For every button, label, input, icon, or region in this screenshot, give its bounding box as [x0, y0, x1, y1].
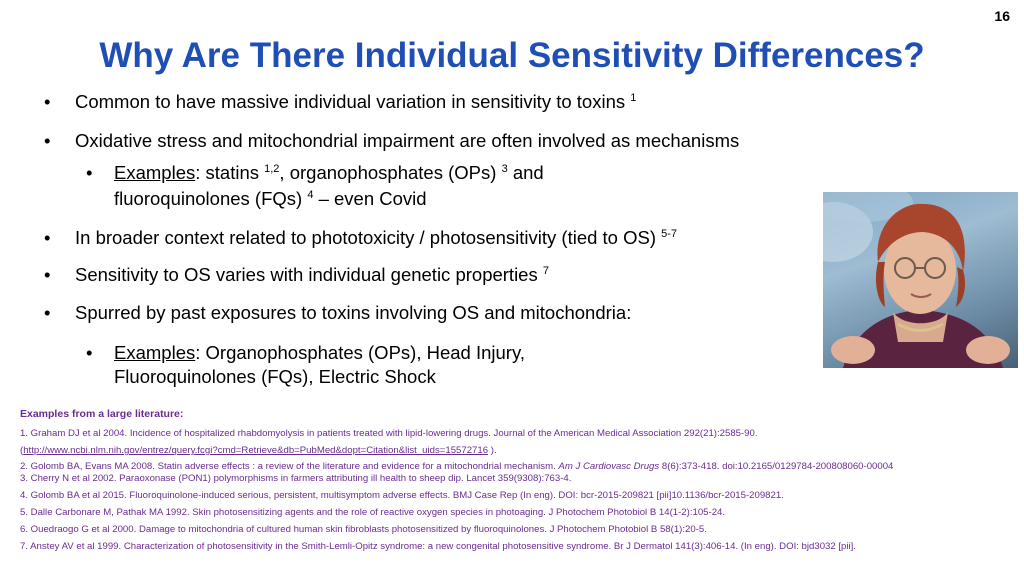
bullet-icon: •: [44, 130, 51, 151]
bullet-text: Sensitivity to OS varies with individual genetic properties: [75, 264, 543, 285]
pubmed-link[interactable]: http://www.ncbi.nlm.nih.gov/entrez/query.fcgi?cmd=Retrieve&db=PubMed&dopt=Citation&list_uids=15572716: [23, 445, 489, 456]
slide-title: Why Are There Individual Sensitivity Differences?: [99, 36, 925, 75]
bullet-text: Spurred by past exposures to toxins involving OS and mitochondria:: [75, 302, 632, 323]
bullet-text: In broader context related to phototoxicity / photosensitivity (tied to OS): [75, 227, 662, 248]
citation: 3: [501, 162, 508, 175]
bullet-icon: •: [86, 162, 93, 183]
reference-item: 3. Cherry N et al 2002. Paraoxonase (PON1) polymorphisms in farmers attributing ill health to sheep dip. Lancet 359(9308):763-4.: [20, 473, 572, 484]
bullet-icon: •: [44, 302, 51, 323]
citation: 1: [630, 91, 637, 104]
reference-item: 7. Anstey AV et al 1999. Characterization of photosensitivity in the Smith-Lemli-Opitz syndrome: a new congenital photosensitive syndrome. Br J Dermatol 141(3):406-14. (In eng). DOI: bjd3032 [pii].: [20, 541, 856, 552]
examples-label: Examples: [114, 162, 196, 183]
reference-item: 5. Dalle Carbonare M, Pathak MA 1992. Skin photosensitizing agents and the role of reactive oxygen species in photoaging. J Photochem Photobiol B 14(1-2):105-24.: [20, 507, 726, 518]
page-number: 16: [994, 8, 1010, 24]
reference-item: 6. Ouedraogo G et al 2000. Damage to mitochondria of cultured human skin fibroblasts photosensitized by fluoroquinolones. J Photochem Photobiol B 58(1):20-5.: [20, 524, 707, 535]
bullet-icon: •: [44, 91, 51, 112]
slide: 16 Why Are There Individual Sensitivity Differences? • Common to have massive individual variation in sensitivity to toxins $^1$ • Oxidative stress and mitochondrial impairment are often involved as mechanisms • Examples: statins $^{1,2}$, organophosphates (OPs) $^3$ and fluoroquinolones (FQs) $^4$ – even Covid • In broader context related to phototoxicity / photosensitivity (tied to OS) $^{5-7}$ • Sensitivity to OS varies with individual genetic properties $^7$ • Spurred by past exposures to toxins involving OS and mitochondria: • Examples: Organophosphates (OPs), Head Injury, Fluoroquinolones (FQs), Electric Shock Examples from a large literature: 1. Graham DJ et al 2004. Incidence of hospitalized rhabdomyolysis in patients treated with lipid-lowering drugs. Journal of the American Medical Association 292(21):2585-90. (http://www.ncbi.nlm.nih.gov/entrez/query.fcgi?cmd=Retrieve&db=PubMed&dopt=Citation&list_uids=15572716 ). 2. Golomb BA, Evans MA 2008. Statin adverse effects : a review of the literature and evidence for a mitochondrial mechanism. Am J Cardiovasc Drugs 8(6):373-418. doi:10.2165/0129784-200808060-00004 3. Cherry N et al 2002. Paraoxonase (PON1) polymorphisms in farmers attributing ill health to sheep dip. Lancet 359(9308):763-4. 4. Golomb BA et al 2015. Fluoroquinolone-induced serious, persistent, multisymptom adverse effects. BMJ Case Rep (In eng). DOI: bcr-2015-209821 [pii]10.1136/bcr-2015-209821. 5. Dalle Carbonare M, Pathak MA 1992. Skin photosensitizing agents and the role of reactive oxygen species in photoaging. J Photochem Photobiol B 14(1-2):105-24. 6. Ouedraogo G et al 2000. Damage to mitochondria of cultured human skin fibroblasts photosensitized by fluoroquinolones. J Photochem Photobiol B 58(1):20-5. 7. Anstey AV et al 1999. Characterization of photosensitivity in the Smith-Lemli-Opitz syndrome: a new congenital photosensitive syndrome. Br J Dermatol 141(3):406-14. (In eng). DOI: bjd3032 [pii].: [0, 0, 1024, 576]
citation: 5-7: [661, 227, 678, 240]
references-heading: Examples from a large literature:: [20, 408, 184, 420]
bullet-icon: •: [44, 227, 51, 248]
reference-item: 4. Golomb BA et al 2015. Fluoroquinolone-induced serious, persistent, multisymptom adverse effects. BMJ Case Rep (In eng). DOI: bcr-2015-209821 [pii]10.1136/bcr-2015-209821.: [20, 490, 784, 501]
citation: 7: [542, 264, 549, 277]
portrait-photo: [823, 192, 1018, 368]
reference-item: 1. Graham DJ et al 2004. Incidence of hospitalized rhabdomyolysis in patients treated with lipid-lowering drugs. Journal of the American Medical Association 292(21):2585-90.: [20, 428, 758, 439]
bullet-text: Common to have massive individual variation in sensitivity to toxins: [75, 91, 631, 112]
bullet-icon: •: [44, 264, 51, 285]
reference-item: (http://www.ncbi.nlm.nih.gov/entrez/query.fcgi?cmd=Retrieve&db=PubMed&dopt=Citation&list_uids=15572716 ).: [20, 445, 497, 456]
portrait-image: [823, 192, 1018, 368]
bullet-text: Oxidative stress and mitochondrial impairment are often involved as mechanisms: [75, 130, 740, 151]
citation: 1,2: [264, 162, 280, 175]
examples-label: Examples: [114, 342, 196, 363]
bullet-icon: •: [86, 342, 93, 363]
reference-item: 2. Golomb BA, Evans MA 2008. Statin adverse effects : a review of the literature and evidence for a mitochondrial mechanism. Am J Cardiovasc Drugs 8(6):373-418. doi:10.2165/0129784-200808060-00004: [20, 461, 894, 472]
citation: 4: [307, 188, 314, 201]
